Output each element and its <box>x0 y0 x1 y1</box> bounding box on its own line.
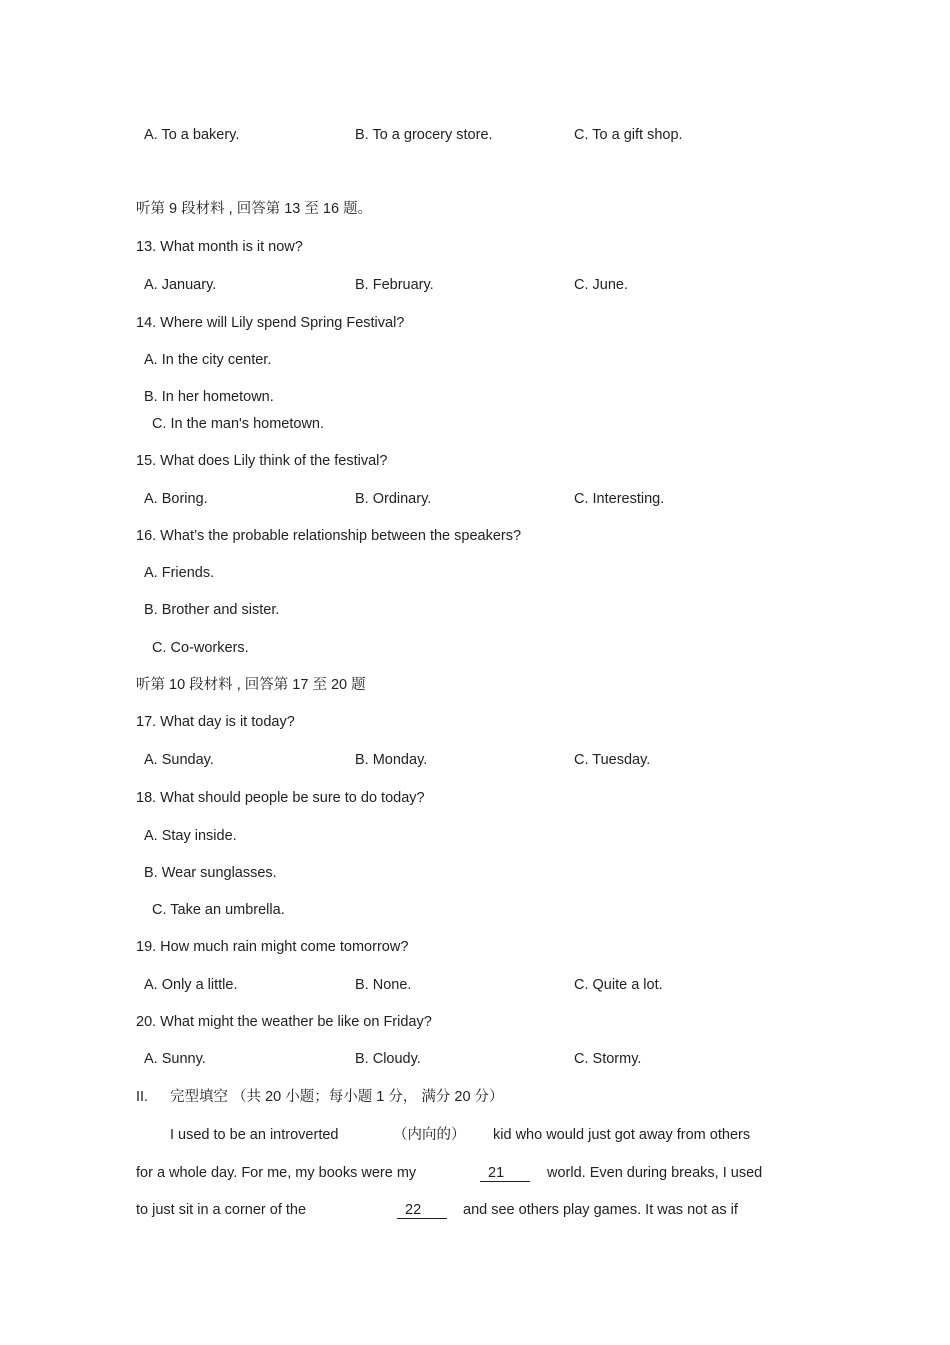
q18-stem: 18. What should people be sure to do today? <box>136 790 425 806</box>
blank-22-number: 22 <box>397 1202 447 1219</box>
q20-stem: 20. What might the weather be like on Friday? <box>136 1014 432 1030</box>
q14-option-a: A. In the city center. <box>144 352 272 368</box>
q16-option-c: C. Co-workers. <box>152 640 249 656</box>
q17-option-a: A. Sunday. <box>144 752 214 768</box>
q16-option-b: B. Brother and sister. <box>144 602 280 618</box>
q13-option-c: C. June. <box>574 277 628 293</box>
q20-option-b: B. Cloudy. <box>355 1051 421 1067</box>
passage-line3-b: and see others play games. It was not as if <box>463 1202 738 1218</box>
q16-stem: 16. What’s the probable relationship between the speakers? <box>136 528 522 544</box>
part-2-number: II. <box>136 1089 149 1105</box>
q17-option-b: B. Monday. <box>355 752 428 768</box>
q14-option-c: C. In the man's hometown. <box>152 416 325 432</box>
q13-stem: 13. What month is it now? <box>136 239 303 255</box>
q12-option-b: B. To a grocery store. <box>355 127 493 143</box>
q15-option-b: B. Ordinary. <box>355 491 432 507</box>
q19-option-a: A. Only a little. <box>144 977 238 993</box>
q18-option-c: C. Take an umbrella. <box>152 902 285 918</box>
q20-option-c: C. Stormy. <box>574 1051 642 1067</box>
passage-line3-a: to just sit in a corner of the <box>136 1202 307 1218</box>
q18-option-a: A. Stay inside. <box>144 828 237 844</box>
q15-option-c: C. Interesting. <box>574 491 665 507</box>
q18-option-b: B. Wear sunglasses. <box>144 865 277 881</box>
q19-option-c: C. Quite a lot. <box>574 977 663 993</box>
blank-22 <box>397 1201 447 1219</box>
q12-option-c: C. To a gift shop. <box>574 127 683 143</box>
q20-option-a: A. Sunny. <box>144 1051 206 1067</box>
part-2-title: 完型填空 （共 20 小题；每小题 1 分， 满分 20 分） <box>170 1089 504 1105</box>
q12-option-a: A. To a bakery. <box>144 127 240 143</box>
blank-21-number: 21 <box>480 1165 530 1182</box>
q15-stem: 15. What does Lily think of the festival? <box>136 453 388 469</box>
q17-stem: 17. What day is it today? <box>136 714 295 730</box>
passage-line1-b: kid who would just got away from others <box>493 1127 751 1143</box>
q19-stem: 19. How much rain might come tomorrow? <box>136 939 409 955</box>
q14-option-b: B. In her hometown. <box>144 389 274 405</box>
passage-line2-a: for a whole day. For me, my books were my <box>136 1165 417 1181</box>
passage-line2-b: world. Even during breaks, I used <box>547 1165 763 1181</box>
passage-line1-a: I used to be an introverted <box>170 1127 339 1143</box>
section-10-instruction: 听第 10 段材料 , 回答第 17 至 20 题 <box>136 677 366 693</box>
passage-line1-gloss: （内向的） <box>393 1127 466 1143</box>
q16-option-a: A. Friends. <box>144 565 215 581</box>
q19-option-b: B. None. <box>355 977 412 993</box>
q13-option-a: A. January. <box>144 277 217 293</box>
q15-option-a: A. Boring. <box>144 491 208 507</box>
section-9-instruction: 听第 9 段材料 , 回答第 13 至 16 题。 <box>136 201 373 217</box>
q17-option-c: C. Tuesday. <box>574 752 651 768</box>
q13-option-b: B. February. <box>355 277 434 293</box>
q14-stem: 14. Where will Lily spend Spring Festival? <box>136 315 405 331</box>
blank-21 <box>480 1164 530 1182</box>
